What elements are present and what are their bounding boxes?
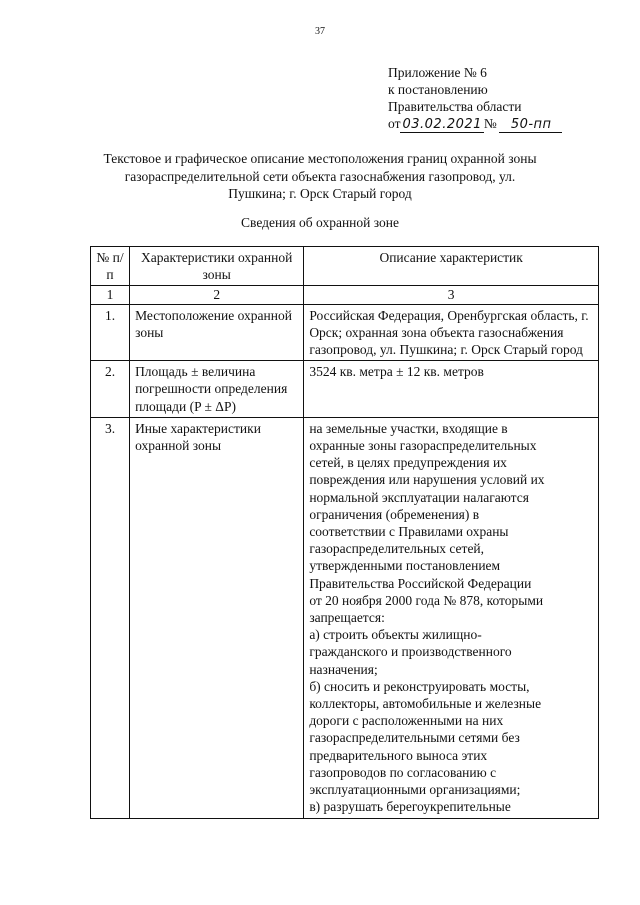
table-row	[91, 361, 599, 418]
description-line: газораспределительных сетей,	[309, 541, 485, 557]
appendix-reference: к постановлению	[388, 82, 488, 97]
header-number: № п/п	[91, 247, 130, 286]
row-description: Российская Федерация, Оренбургская область, г. Орск; охранная зона объекта газоснабжения газопровод, ул. Пушкина; г. Орск Старый город	[304, 304, 599, 361]
description-line: газораспределительными сетями без	[309, 730, 520, 746]
appendix-authority: Правительства области	[388, 99, 522, 114]
appendix-date-line	[388, 115, 562, 133]
description-line: от 20 ноября 2000 года № 878, которыми	[309, 592, 544, 608]
description-line: б) сносить и реконструировать мосты,	[309, 678, 530, 694]
appendix-block	[388, 64, 562, 133]
description-line: гражданского и производственного	[309, 644, 512, 660]
header-description: Описание характеристик	[304, 247, 599, 286]
description-line: охранные зоны газораспределительных	[309, 438, 537, 454]
table-row	[91, 417, 599, 818]
column-number: 3	[304, 286, 599, 304]
description-line: на земельные участки, входящие в	[309, 420, 508, 436]
description-line: эксплуатационными организациями;	[309, 782, 521, 798]
column-number: 1	[91, 286, 130, 304]
document-title: Текстовое и графическое описание местоположения границ охранной зоны газораспределительной сети объекта газоснабжения газопровод, ул. Пушкина; г. Орск Старый город	[103, 151, 537, 201]
table-header-row	[91, 247, 599, 286]
row-characteristic: Иные характеристики охранной зоны	[130, 417, 304, 818]
handwritten-number: 50-пп	[499, 117, 562, 133]
column-number: 2	[130, 286, 304, 304]
section-subtitle: Сведения об охранной зоне	[241, 215, 399, 230]
description-line: в) разрушать берегоукрепительные	[309, 799, 511, 815]
description-line: предварительного выноса этих	[309, 747, 488, 763]
description-line: сетей, в целях предупреждения их	[309, 455, 507, 471]
zone-info-table	[90, 246, 599, 819]
row-characteristic: Площадь ± величина погрешности определения площади (P ± ΔP)	[130, 361, 304, 418]
description-line: газопроводов по согласованию с	[309, 764, 497, 780]
description-line: соответствии с Правилами охраны	[309, 524, 509, 540]
row-characteristic: Местоположение охранной зоны	[130, 304, 304, 361]
handwritten-date: 03.02.2021	[402, 117, 482, 132]
row-description: 3524 кв. метра ± 12 кв. метров	[304, 361, 599, 418]
description-line: утвержденными постановлением	[309, 558, 501, 574]
page-number: 37	[315, 26, 325, 37]
column-number-row	[91, 286, 599, 304]
header-characteristics: Характеристики охранной зоны	[130, 247, 304, 286]
description-line: запрещается:	[309, 610, 385, 626]
appendix-title: Приложение № 6	[388, 65, 487, 80]
description-line: Правительства Российской Федерации	[309, 575, 532, 591]
row-number: 1.	[91, 304, 130, 361]
description-line: нормальной эксплуатации налагаются	[309, 489, 529, 505]
row-number: 3.	[91, 417, 130, 818]
description-line: дороги с расположенными на них	[309, 713, 504, 729]
description-line: ограничения (обременения) в	[309, 506, 480, 522]
row-description	[304, 417, 599, 818]
description-line: а) строить объекты жилищно-	[309, 627, 482, 643]
description-line: назначения;	[309, 661, 378, 677]
row-number: 2.	[91, 361, 130, 418]
from-label: от	[388, 116, 401, 131]
description-line: повреждения или нарушения условий их	[309, 472, 545, 488]
table-row	[91, 304, 599, 361]
description-line: коллекторы, автомобильные и железные	[309, 696, 542, 712]
number-sign: №	[483, 116, 497, 131]
